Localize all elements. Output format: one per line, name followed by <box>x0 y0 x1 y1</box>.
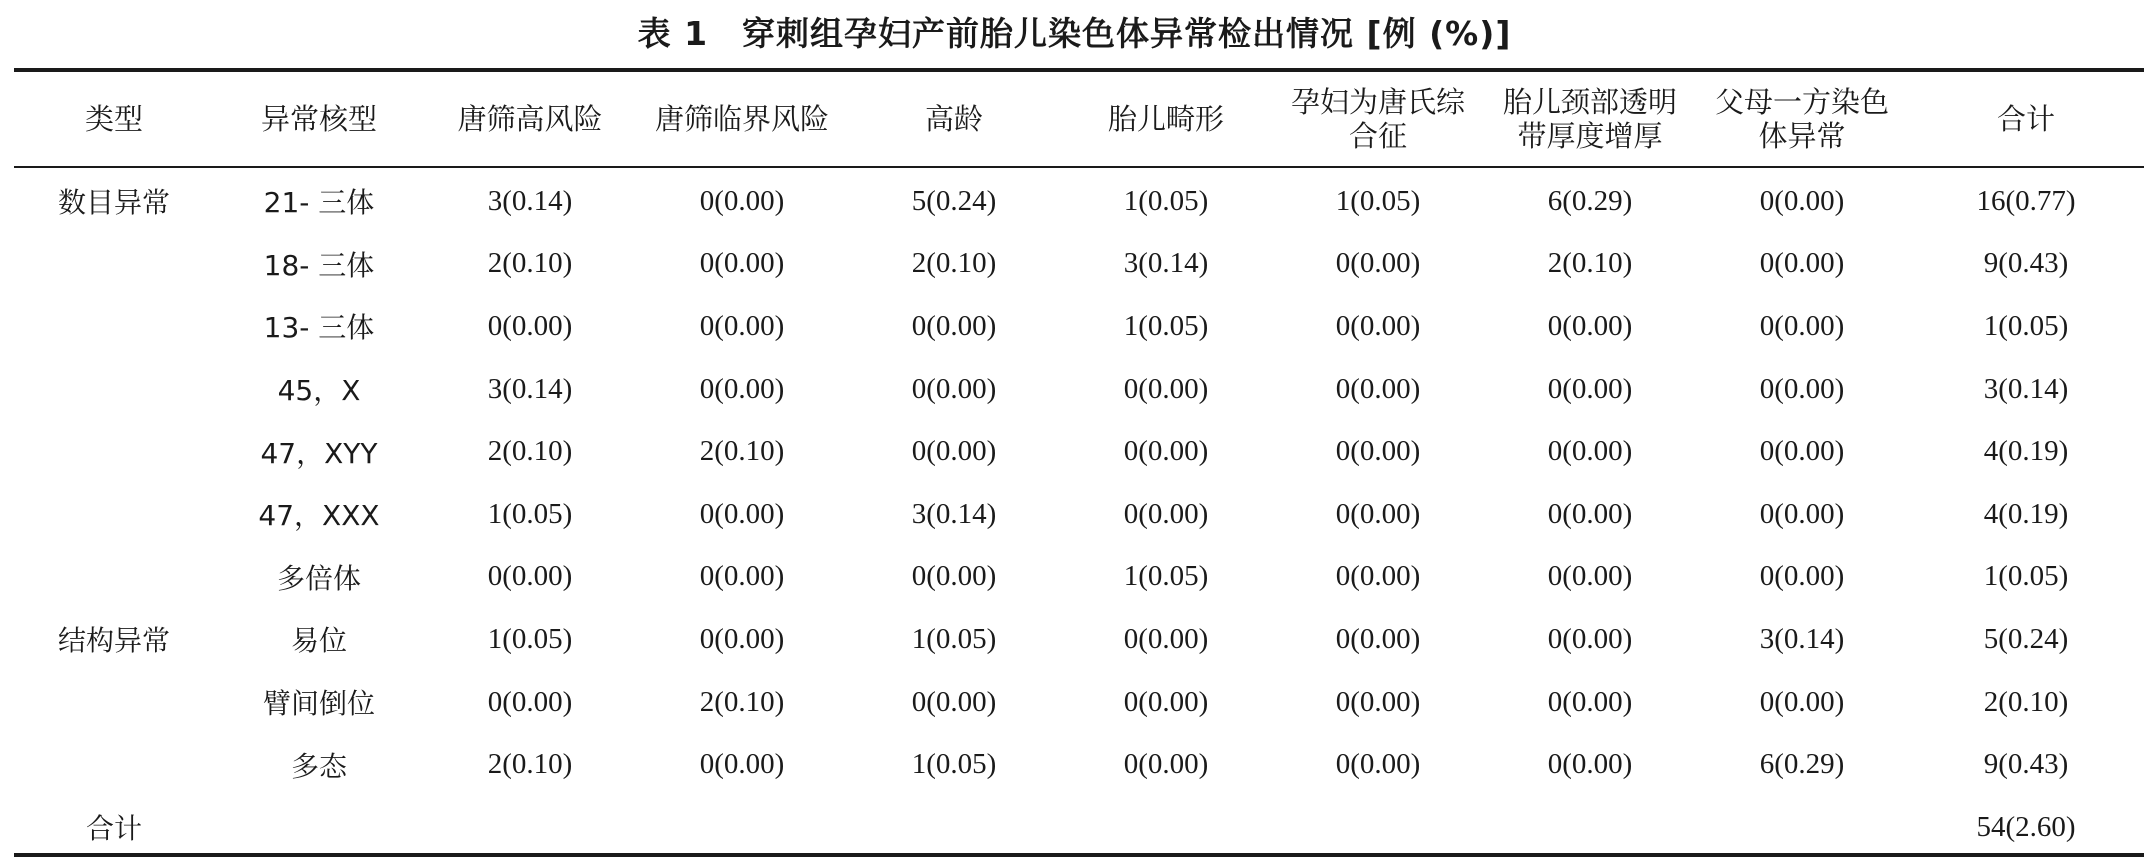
data-table <box>14 72 2144 859</box>
screening-high-risk-cell: 0(0.00) <box>487 685 573 718</box>
screening-high-risk-cell: 1(0.05) <box>487 497 573 530</box>
parent-chromosome-abnormal-cell: 0(0.00) <box>1759 497 1845 530</box>
mother-down-syndrome-cell: 0(0.00) <box>1335 372 1421 405</box>
total-cell: 54(2.60) <box>1976 810 2076 843</box>
advanced-age-cell: 5(0.24) <box>911 184 997 217</box>
table-row <box>14 233 2144 296</box>
screening-high-risk-cell: 3(0.14) <box>487 184 573 217</box>
screening-high-risk-cell: 2(0.10) <box>487 247 573 280</box>
type-cell: 结构异常 <box>57 624 170 658</box>
nuchal-translucency-cell: 0(0.00) <box>1547 435 1633 468</box>
total-cell: 3(0.14) <box>1983 372 2069 405</box>
type-cell: 合计 <box>85 812 142 846</box>
karyotype-cell: 47，XYY <box>260 436 378 470</box>
advanced-age-cell: 0(0.00) <box>911 372 997 405</box>
screening-high-risk-cell <box>424 796 636 859</box>
screening-high-risk-cell: 2(0.10) <box>487 435 573 468</box>
screening-high-risk-cell: 0(0.00) <box>487 309 573 342</box>
type-cell <box>14 546 214 609</box>
column-header-total: 合计 <box>1996 102 2055 136</box>
parent-chromosome-abnormal-cell: 0(0.00) <box>1759 247 1845 280</box>
mother-down-syndrome-cell: 0(0.00) <box>1335 247 1421 280</box>
column-header-parent-chromosome-abnormal: 父母一方染色体异常 <box>1714 85 1889 153</box>
table-row <box>14 420 2144 483</box>
advanced-age-cell: 0(0.00) <box>911 435 997 468</box>
mother-down-syndrome-cell: 0(0.00) <box>1335 435 1421 468</box>
type-cell <box>14 671 214 734</box>
fetal-malformation-cell: 1(0.05) <box>1123 309 1209 342</box>
type-cell <box>14 733 214 796</box>
karyotype-cell: 45，X <box>277 374 361 408</box>
nuchal-translucency-cell: 0(0.00) <box>1547 309 1633 342</box>
total-cell: 2(0.10) <box>1983 685 2069 718</box>
karyotype-cell: 多倍体 <box>276 561 361 595</box>
parent-chromosome-abnormal-cell <box>1696 796 1908 859</box>
table-row <box>14 546 2144 609</box>
nuchal-translucency-cell: 0(0.00) <box>1547 685 1633 718</box>
type-cell <box>14 295 214 358</box>
nuchal-translucency-cell: 2(0.10) <box>1547 247 1633 280</box>
table-row <box>14 733 2144 796</box>
karyotype-cell: 47，XXX <box>258 499 380 533</box>
screening-borderline-risk-cell: 0(0.00) <box>699 184 785 217</box>
table-row <box>14 295 2144 358</box>
total-cell: 9(0.43) <box>1983 748 2069 781</box>
advanced-age-cell: 2(0.10) <box>911 247 997 280</box>
column-header-fetal-malformation: 胎儿畸形 <box>1107 102 1224 136</box>
screening-high-risk-cell: 3(0.14) <box>487 372 573 405</box>
screening-high-risk-cell: 2(0.10) <box>487 748 573 781</box>
column-header-type: 类型 <box>84 102 143 136</box>
fetal-malformation-cell: 0(0.00) <box>1123 372 1209 405</box>
table-row <box>14 166 2144 233</box>
parent-chromosome-abnormal-cell: 0(0.00) <box>1759 309 1845 342</box>
total-cell: 4(0.19) <box>1983 435 2069 468</box>
column-header-screening-borderline-risk: 唐筛临界风险 <box>654 102 829 136</box>
parent-chromosome-abnormal-cell: 0(0.00) <box>1759 372 1845 405</box>
total-cell: 5(0.24) <box>1983 622 2069 655</box>
fetal-malformation-cell: 1(0.05) <box>1123 184 1209 217</box>
screening-borderline-risk-cell: 2(0.10) <box>699 435 785 468</box>
karyotype-cell: 18- 三体 <box>263 248 375 282</box>
mother-down-syndrome-cell: 0(0.00) <box>1335 497 1421 530</box>
parent-chromosome-abnormal-cell: 3(0.14) <box>1759 622 1845 655</box>
type-cell <box>14 483 214 546</box>
mother-down-syndrome-cell <box>1272 796 1484 859</box>
advanced-age-cell <box>848 796 1060 859</box>
mother-down-syndrome-cell: 0(0.00) <box>1335 309 1421 342</box>
type-cell <box>14 358 214 421</box>
karyotype-cell: 13- 三体 <box>263 311 375 345</box>
table-body <box>14 166 2144 859</box>
karyotype-cell: 易位 <box>290 624 347 658</box>
mother-down-syndrome-cell: 0(0.00) <box>1335 560 1421 593</box>
advanced-age-cell: 3(0.14) <box>911 497 997 530</box>
screening-high-risk-cell: 0(0.00) <box>487 560 573 593</box>
column-header-advanced-age: 高龄 <box>924 102 983 136</box>
nuchal-translucency-cell: 0(0.00) <box>1547 497 1633 530</box>
screening-borderline-risk-cell: 0(0.00) <box>699 497 785 530</box>
total-cell: 1(0.05) <box>1983 309 2069 342</box>
table-row <box>14 671 2144 734</box>
screening-borderline-risk-cell: 0(0.00) <box>699 247 785 280</box>
table-row <box>14 358 2144 421</box>
total-cell: 16(0.77) <box>1976 184 2076 217</box>
nuchal-translucency-cell: 6(0.29) <box>1547 184 1633 217</box>
type-cell: 数目异常 <box>57 186 170 220</box>
nuchal-translucency-cell: 0(0.00) <box>1547 560 1633 593</box>
fetal-malformation-cell: 0(0.00) <box>1123 435 1209 468</box>
parent-chromosome-abnormal-cell: 0(0.00) <box>1759 685 1845 718</box>
column-header-nuchal-translucency: 胎儿颈部透明带厚度增厚 <box>1502 85 1677 153</box>
advanced-age-cell: 0(0.00) <box>911 685 997 718</box>
karyotype-cell: 多态 <box>290 749 347 783</box>
parent-chromosome-abnormal-cell: 0(0.00) <box>1759 435 1845 468</box>
header-row <box>14 72 2144 166</box>
table-title: 表 1 穿刺组孕妇产前胎儿染色体异常检出情况 [例 (%)] <box>637 14 1512 53</box>
screening-high-risk-cell: 1(0.05) <box>487 622 573 655</box>
parent-chromosome-abnormal-cell: 0(0.00) <box>1759 184 1845 217</box>
column-header-screening-high-risk: 唐筛高风险 <box>457 102 603 136</box>
karyotype-cell <box>214 796 424 859</box>
nuchal-translucency-cell: 0(0.00) <box>1547 622 1633 655</box>
screening-borderline-risk-cell: 2(0.10) <box>699 685 785 718</box>
screening-borderline-risk-cell: 0(0.00) <box>699 560 785 593</box>
column-header-karyotype: 异常核型 <box>260 102 377 136</box>
mother-down-syndrome-cell: 0(0.00) <box>1335 685 1421 718</box>
parent-chromosome-abnormal-cell: 6(0.29) <box>1759 748 1845 781</box>
fetal-malformation-cell <box>1060 796 1272 859</box>
type-cell <box>14 420 214 483</box>
screening-borderline-risk-cell: 0(0.00) <box>699 309 785 342</box>
advanced-age-cell: 1(0.05) <box>911 748 997 781</box>
screening-borderline-risk-cell: 0(0.00) <box>699 372 785 405</box>
mother-down-syndrome-cell: 1(0.05) <box>1335 184 1421 217</box>
nuchal-translucency-cell: 0(0.00) <box>1547 372 1633 405</box>
fetal-malformation-cell: 0(0.00) <box>1123 497 1209 530</box>
table-row <box>14 608 2144 671</box>
nuchal-translucency-cell: 0(0.00) <box>1547 748 1633 781</box>
column-header-mother-down-syndrome: 孕妇为唐氏综合征 <box>1290 85 1465 153</box>
mother-down-syndrome-cell: 0(0.00) <box>1335 748 1421 781</box>
type-cell <box>14 233 214 296</box>
total-cell: 9(0.43) <box>1983 247 2069 280</box>
fetal-malformation-cell: 3(0.14) <box>1123 247 1209 280</box>
karyotype-cell: 臂间倒位 <box>262 687 375 721</box>
screening-borderline-risk-cell <box>636 796 848 859</box>
fetal-malformation-cell: 0(0.00) <box>1123 748 1209 781</box>
advanced-age-cell: 0(0.00) <box>911 309 997 342</box>
parent-chromosome-abnormal-cell: 0(0.00) <box>1759 560 1845 593</box>
fetal-malformation-cell: 0(0.00) <box>1123 685 1209 718</box>
total-cell: 4(0.19) <box>1983 497 2069 530</box>
fetal-malformation-cell: 1(0.05) <box>1123 560 1209 593</box>
karyotype-cell: 21- 三体 <box>263 186 375 220</box>
table-row <box>14 483 2144 546</box>
screening-borderline-risk-cell: 0(0.00) <box>699 748 785 781</box>
screening-borderline-risk-cell: 0(0.00) <box>699 622 785 655</box>
fetal-malformation-cell: 0(0.00) <box>1123 622 1209 655</box>
table-row <box>14 796 2144 859</box>
nuchal-translucency-cell <box>1484 796 1696 859</box>
advanced-age-cell: 1(0.05) <box>911 622 997 655</box>
total-cell: 1(0.05) <box>1983 560 2069 593</box>
mother-down-syndrome-cell: 0(0.00) <box>1335 622 1421 655</box>
advanced-age-cell: 0(0.00) <box>911 560 997 593</box>
